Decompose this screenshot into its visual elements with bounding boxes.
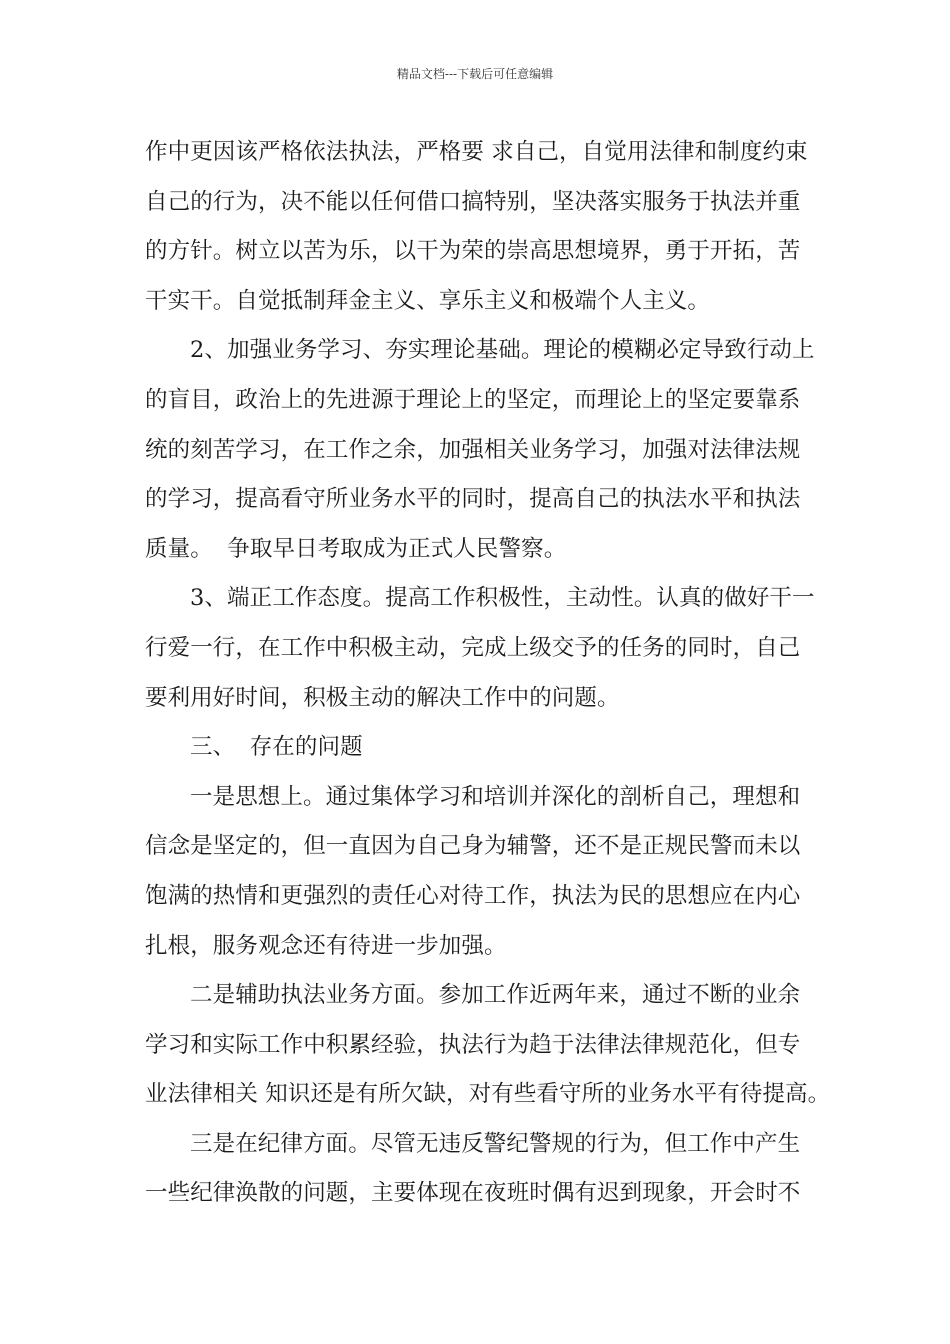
body-line: 饱满的热情和更强烈的责任心对待工作，执法为民的思想应在内心 <box>145 882 801 909</box>
body-line: 学习和实际工作中积累经验，执法行为趋于法律法律规范化，但专 <box>145 1031 801 1058</box>
body-line: 的方针。树立以苦为乐，以干为荣的崇高思想境界，勇于开拓，苦 <box>145 238 801 265</box>
paragraph-start-line: 2、加强业务学习、夯实理论基础。理论的模糊必定导致行动上 <box>190 337 815 364</box>
paragraph-start-line: 一是思想上。通过集体学习和培训并深化的剖析自己，理想和 <box>190 783 801 810</box>
paragraph-start-line: 3、端正工作态度。提高工作积极性，主动性。认真的做好干一 <box>190 585 815 612</box>
paragraph-start-line: 三是在纪律方面。尽管无违反警纪警规的行为，但工作中产生 <box>190 1130 801 1157</box>
body-line: 信念是坚定的，但一直因为自己身为辅警，还不是正规民警而未以 <box>145 833 801 860</box>
body-line: 干实干。自觉抵制拜金主义、享乐主义和极端个人主义。 <box>145 287 711 314</box>
document-body <box>145 128 831 1219</box>
body-line: 的学习，提高看守所业务水平的同时，提高自己的执法水平和执法 <box>145 486 801 513</box>
body-line: 要利用好时间，积极主动的解决工作中的问题。 <box>145 684 620 711</box>
body-line: 扎根，服务观念还有待进一步加强。 <box>145 932 507 959</box>
body-line: 一些纪律涣散的问题，主要体现在夜班时偶有迟到现象，开会时不 <box>145 1180 801 1207</box>
body-line: 行爱一行，在工作中积极主动，完成上级交予的任务的同时，自己 <box>145 634 801 661</box>
body-line: 作中更因该严格依法执法，严格要 求自己，自觉用法律和制度约束 <box>145 139 808 165</box>
body-line: 质量。 争取早日考取成为正式人民警察。 <box>145 535 567 562</box>
page-header: 精品文档---下载后可任意编辑 <box>396 67 554 81</box>
body-line: 业法律相关 知识还是有所欠缺，对有些看守所的业务水平有待提高。 <box>145 1081 831 1108</box>
body-line: 的盲目，政治上的先进源于理论上的坚定，而理论上的坚定要靠系 <box>145 386 801 413</box>
paragraph-start-line: 二是辅助执法业务方面。参加工作近两年来，通过不断的业余 <box>190 982 801 1009</box>
body-line: 统的刻苦学习，在工作之余，加强相关业务学习，加强对法律法规 <box>145 436 801 463</box>
body-line: 自己的行为，决不能以任何借口搞特别，坚决落实服务于执法并重 <box>145 188 801 215</box>
section-heading: 三、 存在的问题 <box>190 734 363 761</box>
